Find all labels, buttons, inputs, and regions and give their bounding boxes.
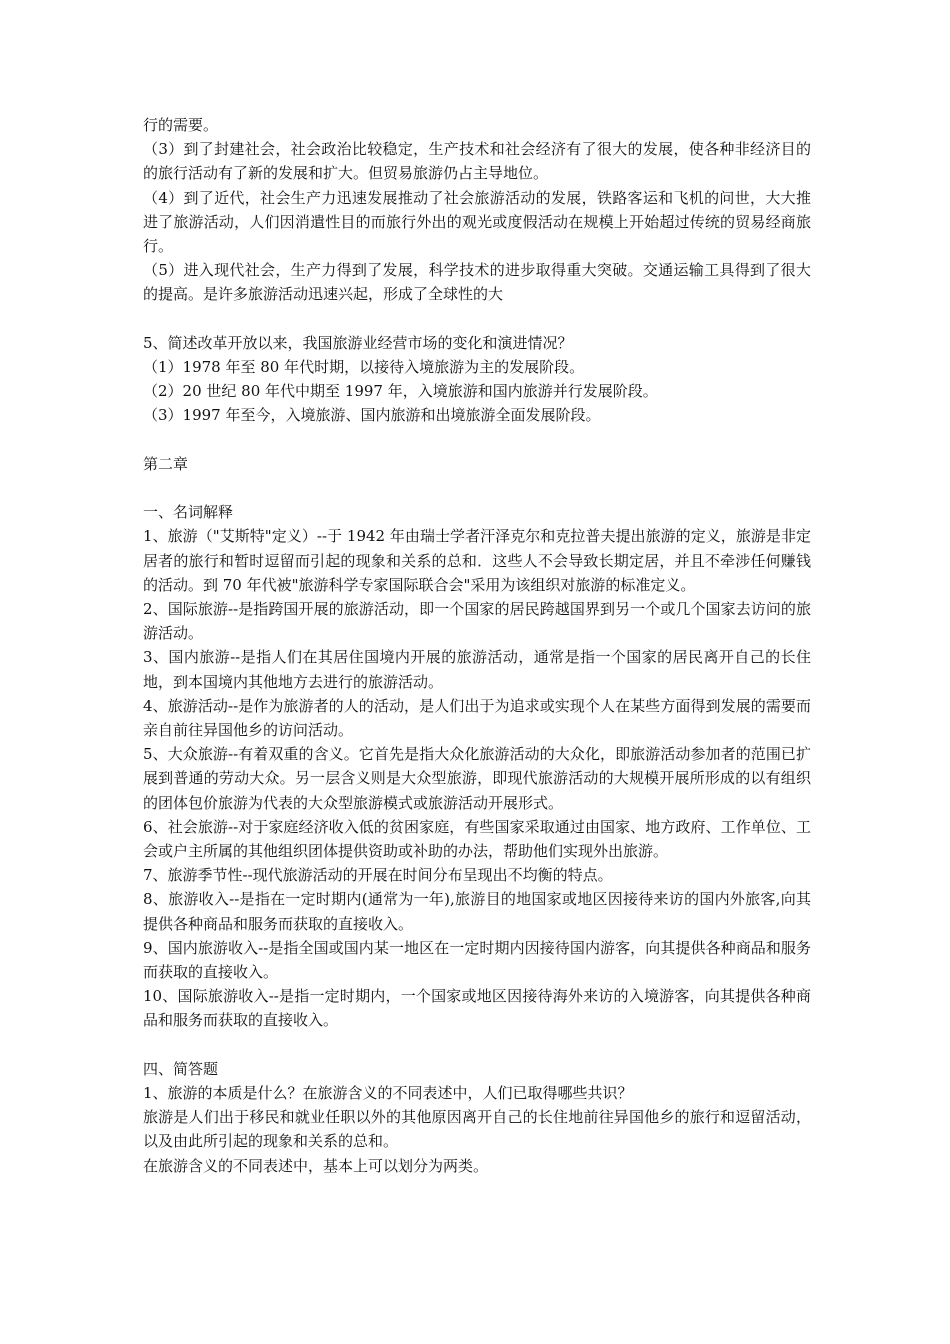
paragraph: （3）到了封建社会，社会政治比较稳定，生产技术和社会经济有了很大的发展，使各种非经济目的的旅行活动有了新的发展和扩大。但贸易旅游仍占主导地位。 <box>143 140 811 183</box>
answer-paragraph: 在旅游含义的不同表述中，基本上可以划分为两类。 <box>143 1156 489 1175</box>
question-heading: 1、旅游的本质是什么？在旅游含义的不同表述中，人们已取得哪些共识？ <box>143 1084 633 1103</box>
answer-item: （2）20 世纪 80 年代中期至 1997 年，入境旅游和国内旅游并行发展阶段。 <box>143 382 658 401</box>
section-heading: 四、简答题 <box>143 1059 219 1078</box>
paragraph: 行的需要。 <box>143 116 219 134</box>
blank-line <box>143 476 811 500</box>
paragraph: （4）到了近代，社会生产力迅速发展推动了社会旅游活动的发展，铁路客运和飞机的问世，大大推进了旅游活动，人们因消遣性目的而旅行外出的观光或度假活动在规模上开始超过传统的贸易经商旅行。 <box>143 188 811 256</box>
definition-item: 3、国内旅游--是指人们在其居住国境内开展的旅游活动，通常是指一个国家的居民离开自己的长住地，到本国境内其他地方去进行的旅游活动。 <box>143 648 811 691</box>
answer-paragraph: 旅游是人们出于移民和就业任职以外的其他原因离开自己的长住地前往异国他乡的旅行和逗留活动，以及由此所引起的现象和关系的总和。 <box>143 1108 811 1151</box>
answer-item: （1）1978 年至 80 年代时期，以接待入境旅游为主的发展阶段。 <box>143 358 585 377</box>
definition-item: 6、社会旅游--对于家庭经济收入低的贫困家庭，有些国家采取通过由国家、地方政府、工作单位、工会或户主所属的其他组织团体提供资助或补助的办法，帮助他们实现外出旅游。 <box>143 817 811 861</box>
definition-item: 8、旅游收入--是指在一定时期内(通常为一年),旅游目的地国家或地区因接待来访的国内外旅客,向其提供各种商品和服务而获取的直接收入。 <box>143 890 811 933</box>
blank-line <box>143 307 811 331</box>
blank-line <box>143 428 811 452</box>
definition-item: 7、旅游季节性--现代旅游活动的开展在时间分布呈现出不均衡的特点。 <box>143 866 613 885</box>
question-heading: 5、简述改革开放以来，我国旅游业经营市场的变化和演进情况？ <box>143 333 573 352</box>
definition-item: 4、旅游活动--是作为旅游者的人的活动，是人们出于为追求或实现个人在某些方面得到发展的需要而亲自前往异国他乡的访问活动。 <box>143 696 811 740</box>
paragraph: （5）进入现代社会，生产力得到了发展，科学技术的进步取得重大突破。交通运输工具得到了很大的提高。是许多旅游活动迅速兴起，形成了全球性的大 <box>143 261 811 304</box>
definition-item: 9、国内旅游收入--是指全国或国内某一地区在一定时期内因接待国内游客，向其提供各种商品和服务而获取的直接收入。 <box>143 938 811 982</box>
blank-line <box>143 1033 811 1057</box>
definition-item: 1、旅游（"艾斯特"定义）--于 1942 年由瑞士学者汗泽克尔和克拉普夫提出旅游的定义，旅游是非定居者的旅行和暂时逗留而引起的现象和关系的总和．这些人不会导致长期定居，并且不牵涉任何赚钱的活动。到 70 年代被"旅游科学专家国际联合会"采用为该组织对旅游的标准定义。 <box>143 527 811 594</box>
definition-item: 2、国际旅游--是指跨国开展的旅游活动，即一个国家的居民跨越国界到另一个或几个国家去访问的旅游活动。 <box>143 600 811 643</box>
document-page <box>143 113 811 1178</box>
chapter-heading: 第二章 <box>143 454 189 473</box>
definition-item: 10、国际旅游收入--是指一定时期内，一个国家或地区因接待海外来访的入境游客，向其提供各种商品和服务而获取的直接收入。 <box>143 987 811 1030</box>
definition-item: 5、大众旅游--有着双重的含义。它首先是指大众化旅游活动的大众化，即旅游活动参加者的范围已扩展到普通的劳动大众。另一层含义则是大众型旅游，即现代旅游活动的大规模开展所形成的以有组织的团体包价旅游为代表的大众型旅游模式或旅游活动开展形式。 <box>143 745 811 812</box>
answer-item: （3）1997 年至今，入境旅游、国内旅游和出境旅游全面发展阶段。 <box>143 406 601 425</box>
section-heading: 一、名词解释 <box>143 503 234 522</box>
